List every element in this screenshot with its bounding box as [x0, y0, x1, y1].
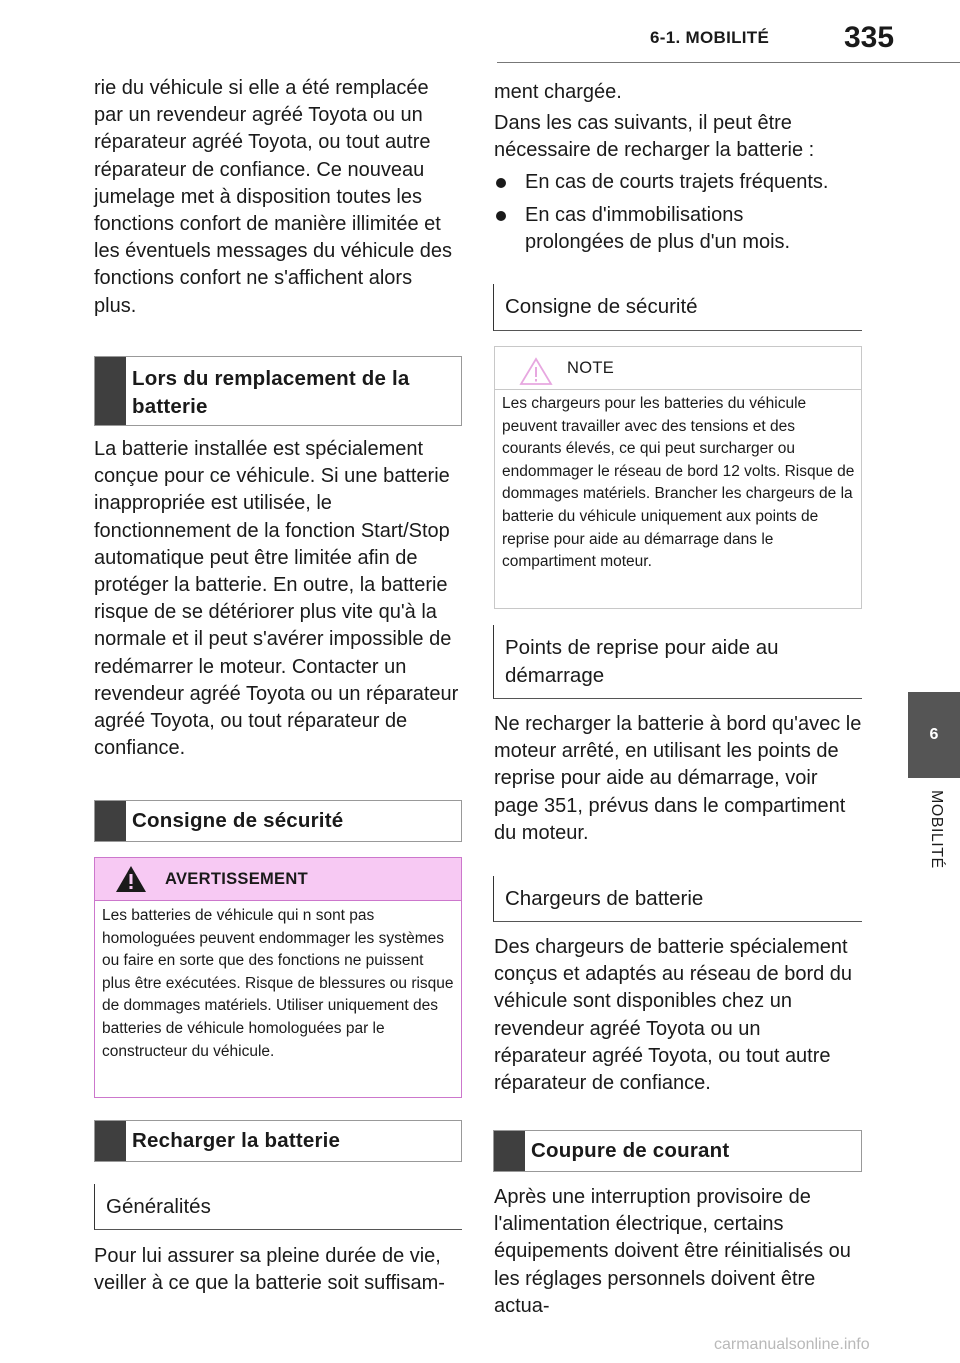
- warning-label: AVERTISSEMENT: [165, 870, 308, 888]
- subheading-text: Généralités: [106, 1195, 211, 1218]
- heading-text: Consigne de sécurité: [132, 809, 344, 832]
- subheading-text: Points de reprise pour aide au démarrage: [505, 636, 779, 687]
- subheading-chargers: [493, 876, 862, 922]
- warning-box: [94, 857, 462, 1098]
- heading-text: Lors du remplacement de la batterie: [132, 367, 410, 418]
- subheading-jump-points: [493, 625, 862, 699]
- heading-safety-left: [94, 800, 462, 842]
- cases-paragraph: Dans les cas suivants, il peut être nécessaire de recharger la batterie :: [494, 112, 815, 162]
- heading-text: Coupure de courant: [531, 1139, 730, 1162]
- subheading-safety-right: [493, 284, 862, 331]
- warning-text: Les batteries de véhicule qui n sont pas homologuées peuvent endommager les systèmes ou faire en sorte que des fonctions ne puissent plus être exécutées. Risque de blessures ou risque de dommages matériels. Utiliser uniquement des batteries de véhicule homologuées par le constructeur du véhicule.: [102, 907, 454, 1060]
- subheading-text: Consigne de sécurité: [505, 295, 698, 318]
- note-text: Les chargeurs pour les batteries du véhicule peuvent travailler avec des tensions et des courants élevés, ce qui peut surcharger ou endommager le réseau de bord 12 volts. Risque de dommages matériels. Brancher les chargeurs de la batterie du véhicule uniquement aux points de reprise pour aide au démarrage dans le compartiment moteur.: [502, 395, 855, 571]
- general-paragraph: Pour lui assurer sa pleine durée de vie, veiller à ce que la batterie soit suffisam-: [94, 1245, 445, 1295]
- heading-battery-replacement: [94, 356, 462, 426]
- note-header: [495, 347, 861, 390]
- chapter-number: 6: [929, 726, 939, 743]
- header-divider: [497, 62, 960, 63]
- chapter-tab[interactable]: [908, 692, 960, 778]
- warning-outline-icon: [519, 357, 553, 385]
- bullet-text: En cas d'immobilisations prolongées de plus d'un mois.: [525, 204, 791, 254]
- power-cut-paragraph: Après une interruption provisoire de l'alimentation électrique, certains équipements doivent être réinitialisés ou les réglages personnels doivent être actua-: [494, 1186, 851, 1317]
- heading-bar: [494, 1131, 525, 1171]
- bullet-item: [496, 202, 856, 258]
- jump-points-paragraph: Ne recharger la batterie à bord qu'avec le moteur arrêté, en utilisant les points de reprise pour aide au démarrage, voir page 351, prévus dans le compartiment du moteur.: [494, 713, 862, 844]
- bullet-dot: [496, 211, 506, 221]
- chapter-side-label: MOBILITÉ: [928, 790, 945, 869]
- heading-bar: [95, 357, 126, 425]
- bullet-text: En cas de courts trajets fréquents.: [525, 171, 829, 193]
- bullet-dot: [496, 178, 506, 188]
- chargers-paragraph: Des chargeurs de batterie spécialement conçus et adaptés au réseau de bord du véhicule sont disponibles chez un revendeur agréé Toyota ou un réparateur agréé Toyota, ou tout autre réparateur de confiance.: [494, 936, 853, 1095]
- bullet-item: [496, 169, 856, 197]
- heading-text: Recharger la batterie: [132, 1129, 341, 1152]
- continuation-paragraph: ment chargée.: [494, 81, 622, 103]
- heading-recharge: [94, 1120, 462, 1162]
- subheading-general: [94, 1184, 462, 1230]
- heading-bar: [95, 801, 126, 841]
- replacement-paragraph: La batterie installée est spécialement conçue pour ce véhicule. Si une batterie inappropriée est utilisée, le fonctionnement de la fonction Start/Stop automatique peut être limitée afin de protéger la batterie. En outre, la batterie risque de se détériorer plus vite qu'à la normale et il peut s'avérer impossible de redémarrer le moteur. Contacter un revendeur agréé Toyota ou un réparateur agréé Toyota, ou tout réparateur de confiance.: [94, 438, 459, 760]
- heading-bar: [95, 1121, 126, 1161]
- running-header: 6-1. MOBILITÉ: [650, 28, 770, 47]
- note-box: [494, 346, 862, 609]
- warning-triangle-icon: [115, 865, 147, 893]
- note-label: NOTE: [567, 359, 615, 377]
- page-number: 335: [844, 21, 895, 54]
- heading-power-cut: [493, 1130, 862, 1172]
- watermark: carmanualsonline.info: [714, 1336, 870, 1353]
- warning-header: [95, 858, 461, 901]
- subheading-text: Chargeurs de batterie: [505, 887, 704, 910]
- intro-paragraph: rie du véhicule si elle a été remplacée par un revendeur agréé Toyota ou un réparateur agréé Toyota, ou tout autre réparateur de confiance. Ce nouveau jumelage met à disposition toutes les fonctions confort de manière illimitée et les éventuels messages du véhicule des fonctions confort ne s'affichent alors plus.: [94, 77, 452, 317]
